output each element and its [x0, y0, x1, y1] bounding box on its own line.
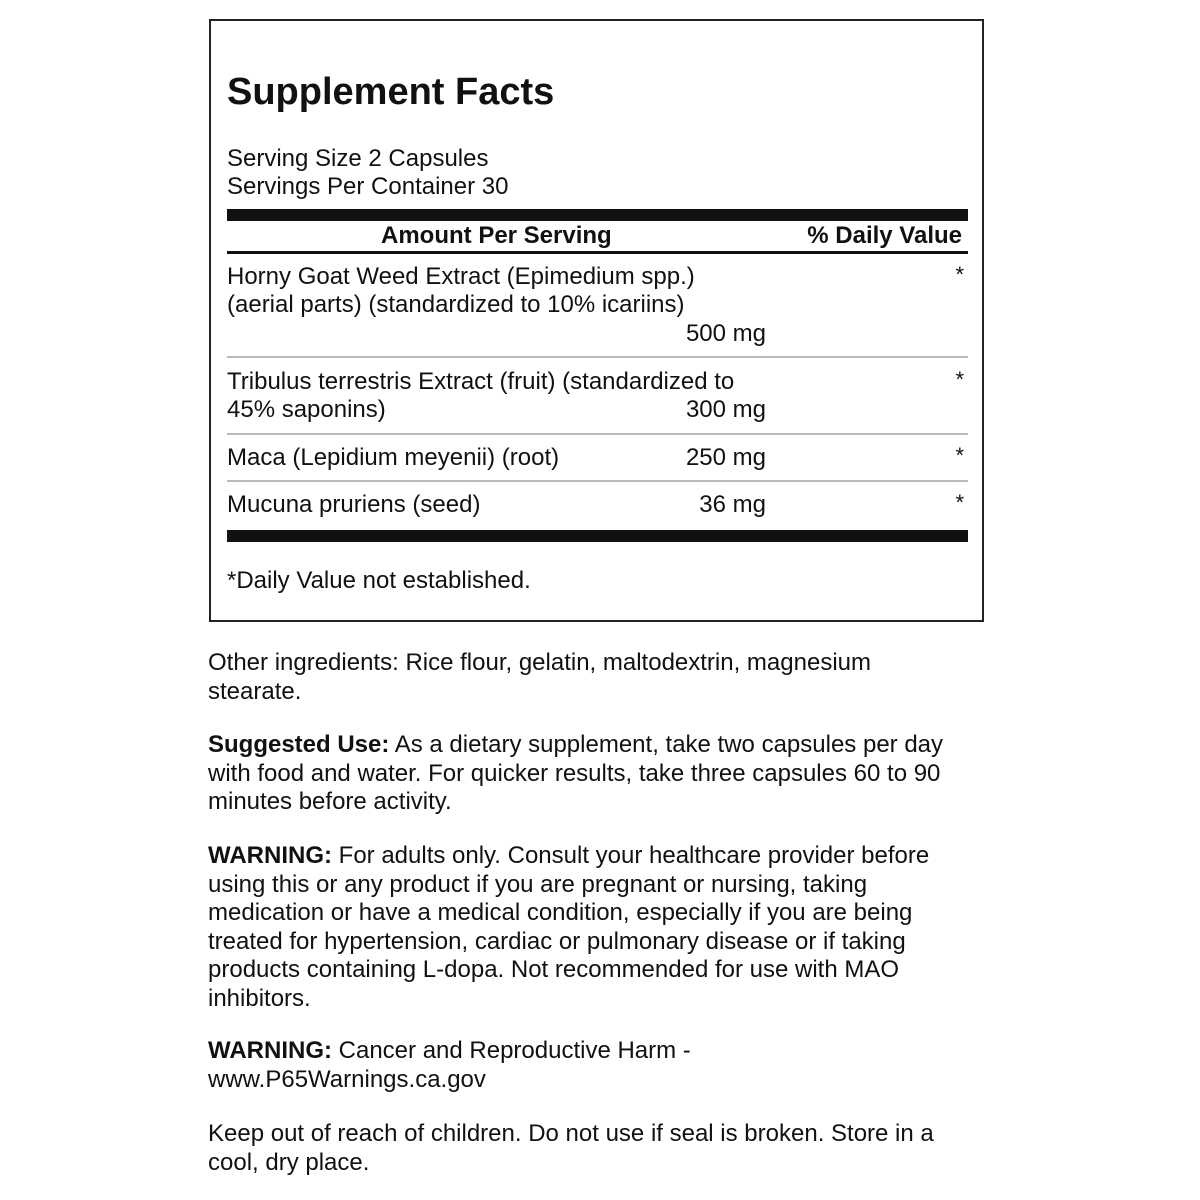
warning-line: products containing L-dopa. Not recommended for use with MAO [208, 956, 900, 983]
warning-label: WARNING: [208, 842, 332, 869]
other-ingredients-line: Other ingredients: Rice flour, gelatin, maltodextrin, magnesium [208, 649, 871, 676]
ingredient-amount: 500 mg [685, 320, 766, 347]
thick-divider-bottom [227, 530, 968, 542]
ingredient-name-line: (aerial parts) (standardized to 10% icariins) [227, 291, 685, 318]
row-divider [227, 433, 968, 435]
facts-title: Supplement Facts [227, 71, 555, 113]
suggested-use-line: minutes before activity. [208, 788, 452, 815]
ingredient-name-line: Maca (Lepidium meyenii) (root) [227, 444, 560, 471]
ingredient-name-line: Tribulus terrestris Extract (fruit) (standardized to [227, 368, 735, 395]
warning-line: using this or any product if you are pregnant or nursing, taking [208, 870, 868, 898]
daily-value-footnote: *Daily Value not established. [227, 567, 531, 594]
warning-line: treated for hypertension, cardiac or pulmonary disease or if taking [208, 927, 906, 955]
thick-divider-top [227, 209, 968, 221]
warning-line: medication or have a medical condition, especially if you are being [208, 899, 913, 926]
warning-text: For adults only. Consult your healthcare provider before [331, 842, 930, 869]
adult-warning [208, 842, 998, 1013]
warning-line [208, 1037, 998, 1066]
serving-size: Serving Size 2 Capsules [227, 145, 489, 172]
suggested-use-line: with food and water. For quicker results, take three capsules 60 to 90 [208, 759, 941, 787]
suggested-use-text: As a dietary supplement, take two capsules per day [389, 731, 944, 758]
suggested-use [208, 731, 998, 817]
warning-line: inhibitors. [208, 984, 311, 1012]
supplement-facts-panel [209, 19, 984, 622]
storage-line: cool, dry place. [208, 1148, 370, 1176]
ingredient-daily-value: * [955, 443, 964, 468]
warning-text: Cancer and Reproductive Harm - [331, 1037, 691, 1064]
ingredient-amount: 250 mg [685, 444, 766, 471]
row-divider [227, 356, 968, 358]
amount-per-serving-header: Amount Per Serving [381, 222, 612, 249]
ingredient-name-line: Mucuna pruriens (seed) [227, 491, 481, 518]
ingredient-daily-value: * [955, 262, 964, 287]
storage-line: Keep out of reach of children. Do not use if seal is broken. Store in a [208, 1120, 934, 1147]
daily-value-header: % Daily Value [807, 222, 962, 249]
header-divider [227, 251, 968, 254]
suggested-use-label: Suggested Use: [208, 731, 390, 758]
ingredient-daily-value: * [955, 490, 964, 515]
ingredient-amount: 36 mg [699, 491, 766, 518]
ingredient-name-line: Horny Goat Weed Extract (Epimedium spp.) [227, 263, 695, 290]
other-ingredients [208, 649, 998, 706]
storage-instructions [208, 1120, 998, 1177]
other-ingredients-line: stearate. [208, 677, 302, 705]
servings-per-container: Servings Per Container 30 [227, 173, 509, 200]
row-divider [227, 480, 968, 482]
ingredient-daily-value: * [955, 367, 964, 392]
warning-label: WARNING: [208, 1037, 332, 1064]
ingredient-name-line: 45% saponins) [227, 396, 386, 423]
ingredient-amount: 300 mg [685, 396, 766, 423]
warning-url: www.P65Warnings.ca.gov [208, 1065, 486, 1093]
prop65-warning [208, 1037, 998, 1094]
facts-header-row [227, 221, 968, 254]
suggested-use-line [208, 731, 998, 760]
warning-line [208, 842, 998, 871]
